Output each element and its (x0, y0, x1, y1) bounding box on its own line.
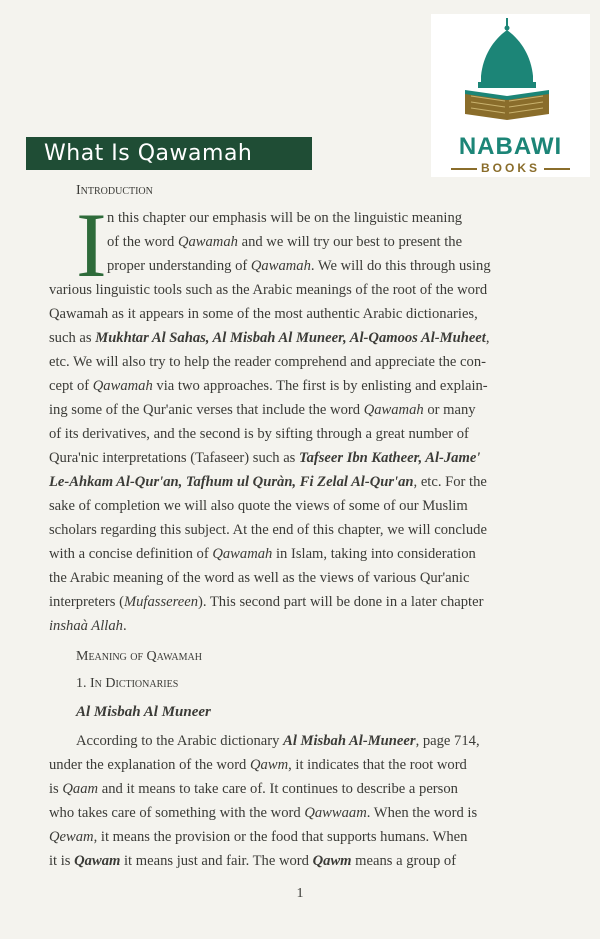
intro-line: sake of completion we will also quote the views of some of our Muslim (49, 498, 468, 514)
bold-italic-term: Tafseer Ibn Katheer, Al-Jame' (299, 450, 481, 466)
meaning-heading: Meaning of Qawamah (76, 649, 202, 664)
body-line: is Qaam and it means to take care of. It continues to describe a person (49, 781, 458, 797)
logo-subtitle: BOOKS (480, 161, 540, 175)
logo-brand-name: NABAWI (458, 133, 563, 160)
intro-line: ing some of the Qur'anic verses that include the word Qawamah or many (49, 402, 476, 418)
italic-term: inshaà Allah (49, 618, 123, 634)
italic-term: Qawamah (212, 546, 273, 562)
intro-line: interpreters (Mufassereen). This second part will be done in a later chapter (49, 594, 484, 610)
italic-term: Qawamah (363, 402, 424, 418)
intro-line: with a concise definition of Qawamah in Islam, taking into consideration (49, 546, 476, 562)
body-line: it is Qawam it means just and fair. The word Qawm means a group of (49, 853, 457, 869)
bold-italic-term: Le-Ahkam Al-Qur'an, Tafhum ul Quràn, Fi Zelal Al-Qur'an (49, 474, 414, 490)
italic-term: Qawwaam (304, 805, 367, 821)
page-number: 1 (296, 886, 304, 901)
body-line: According to the Arabic dictionary Al Misbah Al-Muneer, page 714, (76, 733, 480, 749)
nabawi-books-logo (431, 14, 590, 177)
introduction-heading: Introduction (76, 183, 153, 198)
intro-line: of its derivatives, and the second is by sifting through a great number of (49, 426, 469, 442)
italic-term: Qawamah (92, 378, 153, 394)
intro-line: Qura'nic interpretations (Tafaseer) such as Tafseer Ibn Katheer, Al-Jame' (49, 450, 481, 466)
intro-line: proper understanding of Qawamah. We will do this through using (107, 258, 491, 274)
italic-term: Qawm (250, 757, 289, 773)
italic-term: Mufassereen (123, 594, 198, 610)
italic-term: Qawamah (177, 234, 238, 250)
intro-line: cept of Qawamah via two approaches. The first is by enlisting and explain- (49, 378, 488, 394)
body-line: under the explanation of the word Qawm, it indicates that the root word (49, 757, 467, 773)
bold-italic-term: Mukhtar Al Sahas, Al Misbah Al Muneer, Al-Qamoos Al-Muheet (95, 330, 486, 346)
italic-term: Qawamah (250, 258, 311, 274)
intro-line: Qawamah as it appears in some of the most authentic Arabic dictionaries, (49, 306, 478, 322)
intro-line: the Arabic meaning of the word as well as the views of various Qur'anic (49, 570, 470, 586)
intro-line: inshaà Allah. (49, 618, 127, 634)
dictionary-title: Al Misbah Al Muneer (76, 704, 211, 720)
chapter-title: What Is Qawamah (44, 141, 253, 166)
body-line: who takes care of something with the word Qawwaam. When the word is (49, 805, 478, 821)
intro-line: etc. We will also try to help the reader comprehend and appreciate the con- (49, 354, 486, 370)
intro-line: scholars regarding this subject. At the end of this chapter, we will conclude (49, 522, 487, 538)
body-line: Qewam, it means the provision or the food that supports humans. When (49, 829, 468, 845)
drop-cap-letter: I (76, 194, 107, 296)
intro-line: Le-Ahkam Al-Qur'an, Tafhum ul Quràn, Fi Zelal Al-Qur'an, etc. For the (49, 474, 487, 490)
intro-line: n this chapter our emphasis will be on the linguistic meaning (107, 210, 463, 226)
dictionaries-subheading: 1. In Dictionaries (76, 676, 179, 691)
logo-rule-right (544, 168, 570, 170)
bold-italic-term: Al Misbah Al-Muneer (283, 733, 416, 749)
italic-term: Qewam (49, 829, 94, 845)
intro-line: of the word Qawamah and we will try our best to present the (107, 234, 463, 250)
bold-italic-term: Qawm (312, 853, 352, 869)
intro-line: various linguistic tools such as the Arabic meanings of the root of the word (49, 282, 488, 298)
intro-line: such as Mukhtar Al Sahas, Al Misbah Al Muneer, Al-Qamoos Al-Muheet, (49, 330, 490, 346)
italic-term: Qaam (62, 781, 99, 797)
bold-italic-term: Qawam (74, 853, 121, 869)
